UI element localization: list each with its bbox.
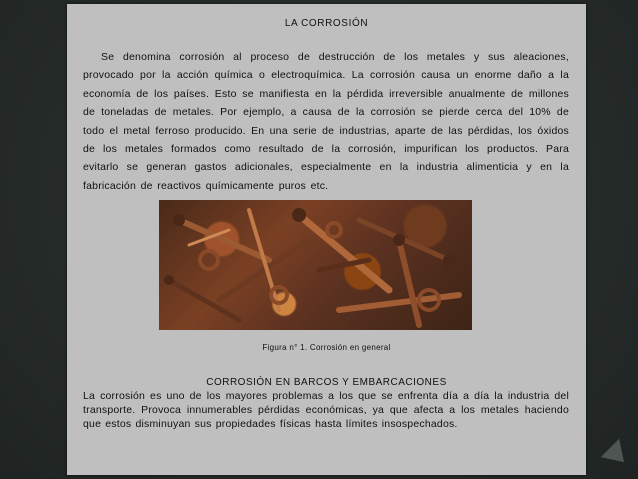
document-page bbox=[67, 4, 586, 475]
next-slide-arrow-icon[interactable] bbox=[601, 439, 634, 472]
figure-caption: Figura n° 1. Corrosión en general bbox=[262, 343, 391, 352]
section-subtitle: CORROSIÓN EN BARCOS Y EMBARCACIONES bbox=[206, 377, 447, 388]
intro-paragraph: Se denomina corrosión al proceso de destrucción de los metales y sus aleaciones, provocado por la acción química o electroquímica. La corrosión causa un enorme daño a la economía de los países. Esto se manifiesta en la pérdida irreversible anualmente de millones de toneladas de metales. Por ejemplo, a causa de la corrosión se pierde cerca del 10% de todo el metal ferroso producido. En una serie de industrias, aparte de las pérdidas, los óxidos de los metales formados como resultado de la corrosión, impurifican los productos. Para evitarlo se generan gastos adicionales, especialmente en la industria alimenticia y en la fabricación de reactivos químicamente puros etc. bbox=[83, 51, 569, 192]
rusty-metal-photo bbox=[159, 200, 472, 330]
document-title: LA CORROSIÓN bbox=[284, 18, 369, 29]
rusty-screws-illustration bbox=[159, 200, 472, 330]
second-paragraph: La corrosión es uno de los mayores problemas a los que se enfrenta día a día la industria del transporte. Provoca innumerables pérdidas económicas, ya que afecta a los metales haciendo que estos disminuyan sus propiedades físicas hasta límites insospechados. bbox=[83, 390, 569, 430]
